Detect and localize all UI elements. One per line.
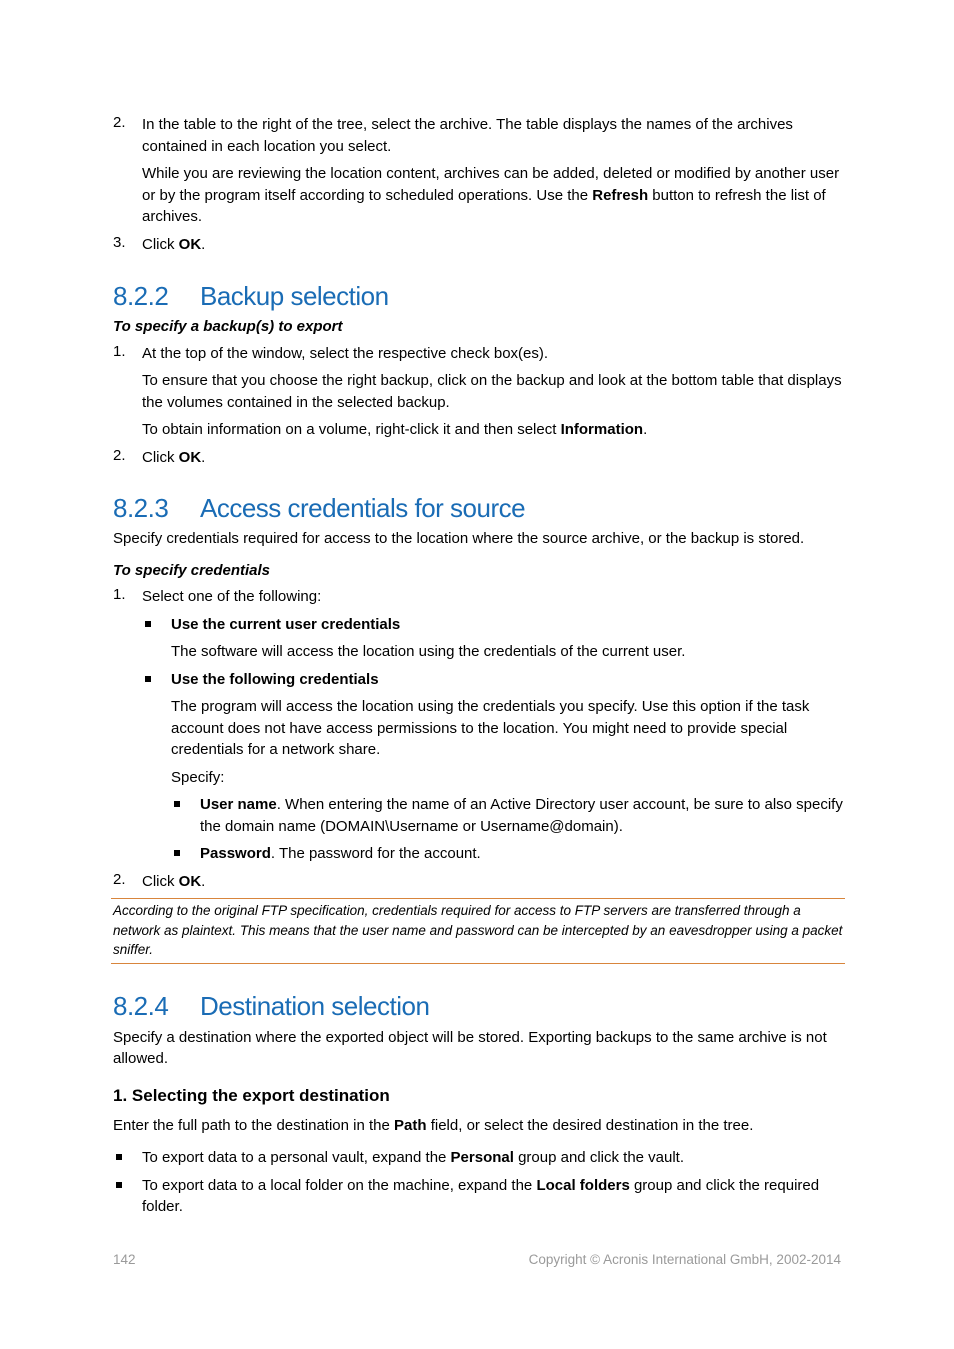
step-note: While you are reviewing the location content, archives can be added, deleted or modified by another user or by the program itself according to scheduled operations. Use the Refresh button to refresh the list of archives. xyxy=(142,165,840,225)
step-text: Select one of the following: xyxy=(142,588,322,605)
path-instruction: Enter the full path to the destination in the Path field, or select the desired destination in the tree. xyxy=(113,1116,754,1134)
bullet-icon xyxy=(174,850,180,856)
field-user-name: User name. When entering the name of an Active Directory user account, be sure to also specify the domain name (DOMAIN\Username or Username@domain). xyxy=(171,794,843,837)
section-heading-backup-selection: 8.2.2 Backup selection xyxy=(113,281,389,311)
step-note: To ensure that you choose the right backup, click on the backup and look at the bottom table that displays the volumes contained in the selected backup. xyxy=(142,372,842,411)
bullet-icon xyxy=(116,1182,122,1188)
option-description: The software will access the location using the credentials of the current user. xyxy=(171,643,686,660)
procedure-subheading: To specify credentials xyxy=(113,561,271,579)
step-text: Click OK. xyxy=(142,872,206,890)
option-following-credentials: Use the following credentials xyxy=(142,669,843,691)
bullet-icon xyxy=(174,801,180,807)
section-intro: Specify a destination where the exported object will be stored. Exporting backups to the same archive is not allowed. xyxy=(113,1028,827,1067)
list-item-step-2 xyxy=(113,114,843,157)
specify-label: Specify: xyxy=(171,768,225,786)
procedure-subheading: To specify a backup(s) to export xyxy=(113,318,343,335)
page-number: 142 xyxy=(113,1252,136,1267)
specify-fields xyxy=(142,794,843,865)
page-footer xyxy=(113,1252,841,1267)
bullet-icon xyxy=(116,1154,122,1160)
refresh-label: Refresh xyxy=(592,186,649,204)
credential-options xyxy=(113,614,843,865)
list-number: 2. xyxy=(113,114,126,131)
step-text: At the top of the window, select the respective check box(es). xyxy=(142,344,549,362)
option-description: The program will access the location using the credentials you specify. Use this option if the task account does not have access permissions to the location. You might need to provide special credentials for a network share. xyxy=(171,698,810,758)
step-text: In the table to the right of the tree, select the archive. The table displays the names of the archives contained in each location you select. xyxy=(142,116,793,155)
list-item-step-1: 1. At the top of the window, select the respective check box(es). xyxy=(113,343,843,365)
section-heading-destination-selection: 8.2.4 Destination selection xyxy=(113,990,430,1021)
list-item-step-3 xyxy=(113,234,843,256)
field-password: Password. The password for the account. xyxy=(171,843,843,865)
copyright-text: Copyright © Acronis International GmbH, 2002-2014 xyxy=(528,1252,841,1267)
bullet-local-folders: To export data to a local folder on the machine, expand the Local folders group and click the required folder. xyxy=(113,1175,843,1218)
list-item-step-2: 2. Click OK. xyxy=(113,871,843,893)
subsection-heading: 1. Selecting the export destination xyxy=(113,1085,390,1105)
step-note: To obtain information on a volume, right-click it and then select Information. xyxy=(142,421,648,438)
bullet-personal-vault: To export data to a personal vault, expand the Personal group and click the vault. xyxy=(113,1147,843,1169)
list-item-step-2: 2. Click OK. xyxy=(113,447,843,469)
option-current-user: Use the current user credentials xyxy=(142,614,843,636)
bullet-icon xyxy=(145,676,151,682)
list-number: 3. xyxy=(113,233,126,251)
list-item-step-1: 1. Select one of the following: xyxy=(113,586,843,608)
step-text: Click OK. xyxy=(142,235,206,253)
section-heading-access-credentials: 8.2.3 Access credentials for source xyxy=(113,493,526,523)
step-text: Click OK. xyxy=(142,448,206,466)
bullet-icon xyxy=(145,621,151,627)
section-intro: Specify credentials required for access to the location where the source archive, or the backup is stored. xyxy=(113,530,805,547)
note-box: According to the original FTP specification, credentials required for access to FTP servers are transferred through a network as plaintext. This means that the user name and password can be intercepted by an eavesdropper using a packet sniffer. xyxy=(111,898,845,964)
document-page xyxy=(113,114,843,1218)
